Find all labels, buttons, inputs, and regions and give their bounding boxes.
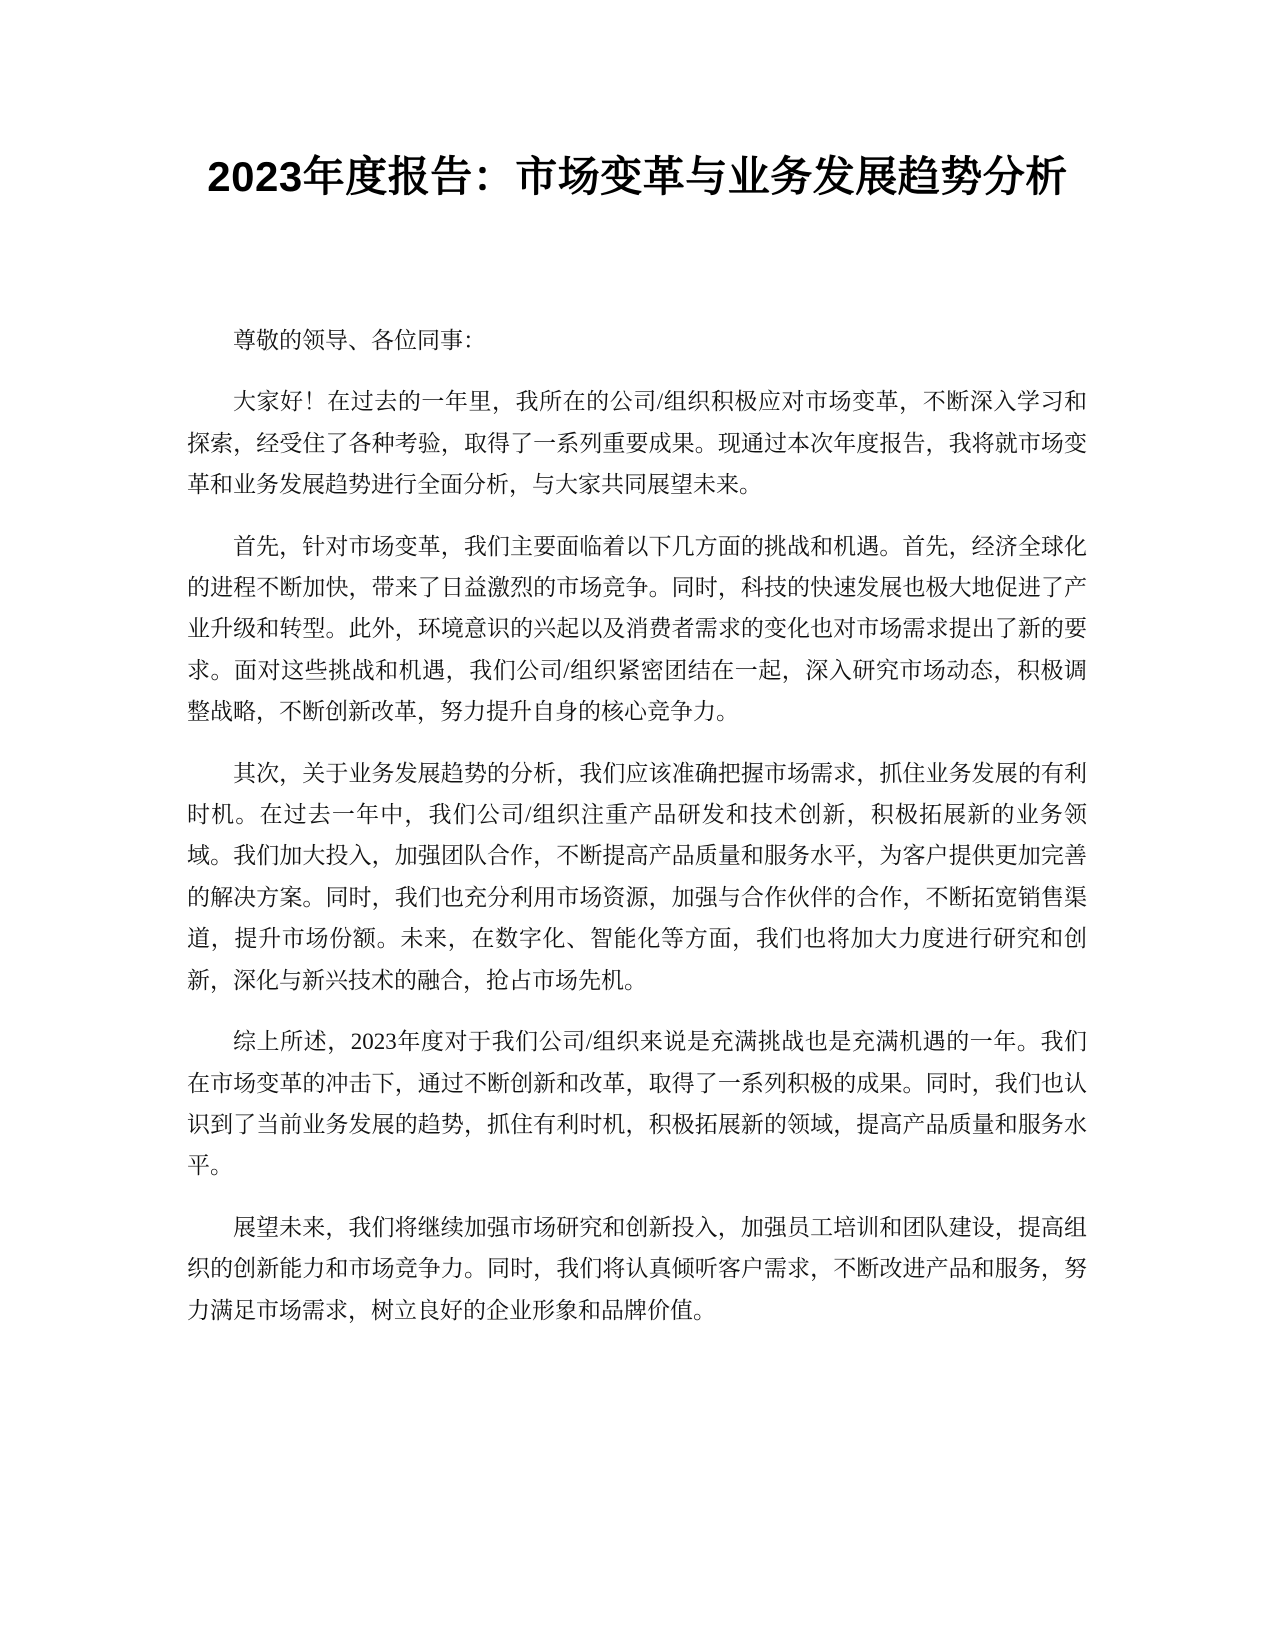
salutation-paragraph: 尊敬的领导、各位同事： — [233, 328, 486, 353]
document-title: 2023年度报告：市场变革与业务发展趋势分析 — [207, 153, 1068, 200]
summary-paragraph: 综上所述，2023年度对于我们公司/组织来说是充满挑战也是充满机遇的一年。我们在市场变革的冲击下，通过不断创新和改革，取得了一系列积极的成果。同时，我们也认识到了当前业务发展的趋势，抓住有利时机，积极拓展新的领域，提高产品质量和服务水平。 — [187, 1029, 1087, 1179]
market-change-paragraph: 首先，针对市场变革，我们主要面临着以下几方面的挑战和机遇。首先，经济全球化的进程不断加快，带来了日益激烈的市场竞争。同时，科技的快速发展也极大地促进了产业升级和转型。此外，环境意识的兴起以及消费者需求的变化也对市场需求提出了新的要求。面对这些挑战和机遇，我们公司/组织紧密团结在一起，深入研究市场动态，积极调整战略，不断创新改革，努力提升自身的核心竞争力。 — [187, 533, 1087, 725]
outlook-paragraph: 展望未来，我们将继续加强市场研究和创新投入，加强员工培训和团队建设，提高组织的创新能力和市场竞争力。同时，我们将认真倾听客户需求，不断改进产品和服务，努力满足市场需求，树立良好的企业形象和品牌价值。 — [187, 1214, 1087, 1323]
document-body — [187, 320, 1087, 1351]
business-trend-paragraph: 其次，关于业务发展趋势的分析，我们应该准确把握市场需求，抓住业务发展的有利时机。在过去一年中，我们公司/组织注重产品研发和技术创新，积极拓展新的业务领域。我们加大投入，加强团队合作，不断提高产品质量和服务水平，为客户提供更加完善的解决方案。同时，我们也充分利用市场资源，加强与合作伙伴的合作，不断拓宽销售渠道，提升市场份额。未来，在数字化、智能化等方面，我们也将加大力度进行研究和创新，深化与新兴技术的融合，抢占市场先机。 — [187, 760, 1087, 993]
intro-paragraph: 大家好！在过去的一年里，我所在的公司/组织积极应对市场变革，不断深入学习和探索，经受住了各种考验，取得了一系列重要成果。现通过本次年度报告，我将就市场变革和业务发展趋势进行全面分析，与大家共同展望未来。 — [187, 389, 1087, 498]
